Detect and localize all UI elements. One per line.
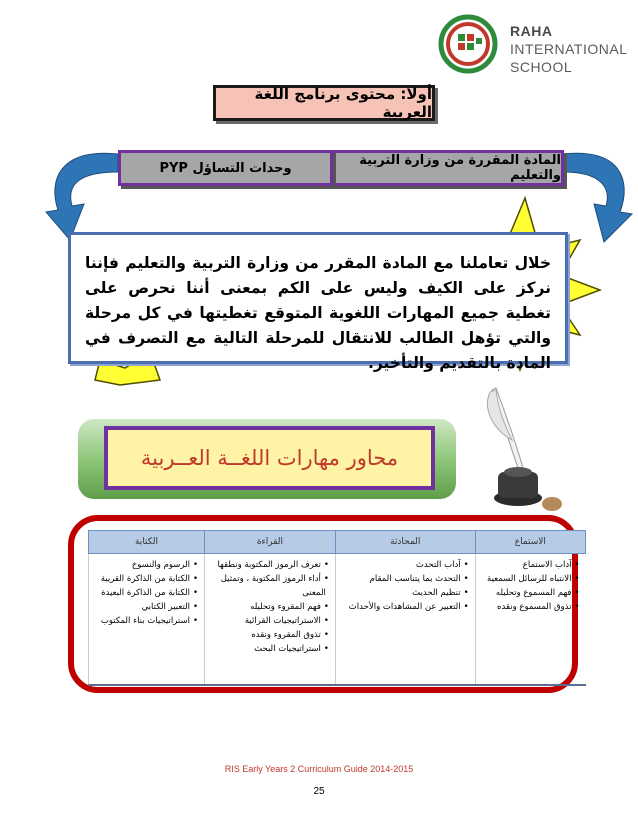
list-item: • تنظيم الحديث [342,586,469,600]
header-reading: القراءة [205,531,336,554]
list-item: • التعبير عن المشاهدات والأحداث [342,600,469,614]
speaking-cell [335,554,475,685]
list-item: • فهم المقروء وتحليله [211,600,329,614]
skills-table [88,530,586,686]
logo-mark-icon [430,12,508,76]
footer-guide-title: RIS Early Years 2 Curriculum Guide 2014-2015 [224,764,414,774]
inkpot-quill-icon [472,380,568,520]
list-item: • الكتابة من الذاكرة القريبة [95,572,198,586]
list-item: • التحدث بما يتناسب المقام [342,572,469,586]
list-item: • استراتيجيات البحث [211,642,329,656]
list-item: • تعرف الرموز المكتوبة ونطقها [211,558,329,572]
listening-cell [475,554,585,685]
list-item: • فهم المسموع وتحليله [482,586,580,600]
writing-cell [89,554,205,685]
logo-line-2: INTERNATIONAL [510,41,628,57]
pyp-units-box: وحدات التساؤل PYP [118,150,333,186]
logo-line-1: RAHA [510,23,553,39]
list-item: • استراتيجيات بناء المكتوب [95,614,198,628]
list-item: • تذوق المسموع ونقده [482,600,580,614]
reading-cell [205,554,336,685]
table-row [89,554,586,685]
logo-line-3: SCHOOL [510,59,573,75]
logo-text [510,22,627,76]
header-listening: الاستماع [475,531,585,554]
list-item: المعنى [302,588,326,598]
table-bottom-rule [89,684,586,685]
list-item: • الرسوم والنسوخ [95,558,198,572]
list-item: • التعبير الكتابي [95,600,198,614]
ministry-curriculum-box: المادة المقررة من وزارة التربية والتعليم [327,150,564,186]
header-speaking: المحادثة [335,531,475,554]
list-item: • آداب التحدث [342,558,469,572]
table-header-row [89,531,586,554]
page-number: 25 [313,786,325,797]
left-curved-arrow-icon [46,153,118,240]
school-logo [430,12,630,82]
section-title: أولا: محتوى برنامج اللغة العربية [213,85,435,121]
list-item: • الاستراتيجيات القرائية [211,614,329,628]
list-item: • الانتباه للرسائل السمعية [482,572,580,586]
language-skills-pillars-title: محاور مهارات اللغــة العــربية [104,426,435,490]
header-writing: الكتابة [89,531,205,554]
right-curved-arrow-icon [564,153,632,242]
list-item: • الكتابة من الذاكرة البعيدة [95,586,198,600]
list-item: • آداب الاستماع [482,558,580,572]
list-item: • تذوق المقروء ونقده [211,628,329,642]
list-item: • أداء الرموز المكتوبة ، وتمثيل [211,572,329,586]
approach-paragraph: خلال تعاملنا مع المادة المقرر من وزارة التربية والتعليم فإننا نركز على الكيف وليس على الكم بمعنى أننا نحرص على تغطية جميع المهارات اللغوية المتوقع تغطيتها في كل مرحلة والتي تؤهل الطالب للانتقال للمرحلة التالية مع التصرف في المادة بالتقديم والتأخير. [68,232,568,364]
